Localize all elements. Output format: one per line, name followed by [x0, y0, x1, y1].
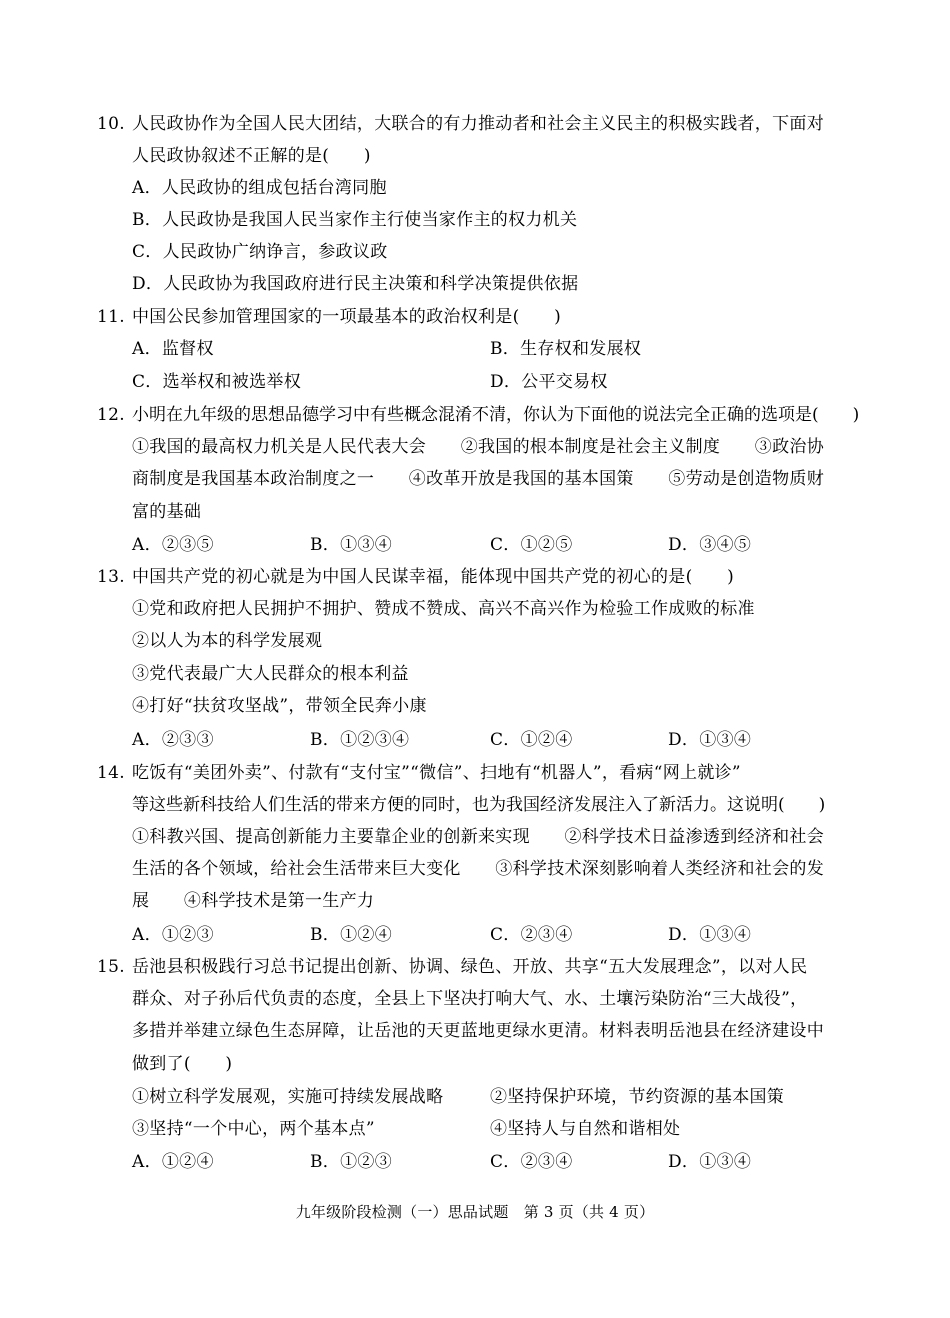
question-stem: 岳池县积极践行习总书记提出创新、协调、绿色、开放、共享“五大发展理念”，以对人民	[132, 957, 808, 977]
option-b: B．①②③④	[310, 730, 410, 750]
option-a: A．人民政协的组成包括台湾同胞	[132, 178, 387, 198]
option-b: B．人民政协是我国人民当家作主行使当家作主的权力机关	[132, 210, 578, 230]
statement-2: ②以人为本的科学发展观	[132, 631, 323, 651]
statement-4: ④坚持人与自然和谐相处	[490, 1119, 681, 1139]
option-d: D．公平交易权	[490, 372, 608, 392]
question-stem: 人民政协作为全国人民大团结，大联合的有力推动者和社会主义民主的积极实践者，下面对	[132, 114, 824, 134]
question-body: 富的基础	[132, 502, 202, 522]
question-body: ①我国的最高权力机关是人民代表大会 ②我国的根本制度是社会主义制度 ③政治协	[132, 437, 824, 457]
question-stem: 中国公民参加管理国家的一项最基本的政治权利是( )	[132, 307, 562, 327]
option-b: B．①③④	[310, 535, 392, 555]
option-d: D．①③④	[668, 730, 752, 750]
question-number: 14.	[97, 763, 125, 783]
option-a: A．②③⑤	[132, 535, 214, 555]
question-stem: 群众、对子孙后代负责的态度，全县上下坚决打响大气、水、土壤污染防治“三大战役”，	[132, 989, 808, 1009]
statement-3: ③坚持“一个中心，两个基本点”	[132, 1119, 375, 1139]
option-a: A．①②④	[132, 1152, 214, 1172]
question-stem: 人民政协叙述不正解的是( )	[132, 146, 371, 166]
question-body: ①科教兴国、提高创新能力主要靠企业的创新来实现 ②科学技术日益渗透到经济和社会	[132, 827, 824, 847]
option-b: B．生存权和发展权	[490, 339, 642, 359]
question-stem: 小明在九年级的思想品德学习中有些概念混淆不清，你认为下面他的说法完全正确的选项是( )	[132, 405, 860, 425]
option-c: C．②③④	[490, 1152, 573, 1172]
question-body: 展 ④科学技术是第一生产力	[132, 891, 375, 911]
question-stem: 吃饭有“美团外卖”、付款有“支付宝”“微信”、扫地有“机器人”，看病“网上就诊”	[132, 763, 741, 783]
question-stem: 等这些新科技给人们生活的带来方便的同时，也为我国经济发展注入了新活力。这说明( )	[132, 795, 826, 815]
option-c: C．选举权和被选举权	[132, 372, 302, 392]
option-d: D．③④⑤	[668, 535, 752, 555]
option-a: A．①②③	[132, 925, 214, 945]
question-stem: 多措并举建立绿色生态屏障，让岳池的天更蓝地更绿水更清。材料表明岳池县在经济建设中	[132, 1021, 824, 1041]
question-number: 12.	[97, 405, 125, 425]
option-d: D．①③④	[668, 925, 752, 945]
statement-2: ②坚持保护环境，节约资源的基本国策	[490, 1087, 785, 1107]
option-a: A．监督权	[132, 339, 214, 359]
statement-1: ①党和政府把人民拥护不拥护、赞成不赞成、高兴不高兴作为检验工作成败的标准	[132, 599, 755, 619]
option-c: C．①②④	[490, 730, 573, 750]
option-c: C．②③④	[490, 925, 573, 945]
question-number: 10.	[97, 114, 125, 134]
question-number: 11.	[97, 307, 125, 327]
question-body: 生活的各个领域，给社会生活带来巨大变化 ③科学技术深刻影响着人类经济和社会的发	[132, 859, 824, 879]
page-footer: 九年级阶段检测（一）思品试题 第 3 页（共 4 页）	[295, 1203, 655, 1221]
statement-4: ④打好“扶贫攻坚战”，带领全民奔小康	[132, 696, 427, 716]
option-d: D．①③④	[668, 1152, 752, 1172]
question-body: 商制度是我国基本政治制度之一 ④改革开放是我国的基本国策 ⑤劳动是创造物质财	[132, 469, 824, 489]
question-stem: 做到了( )	[132, 1054, 233, 1074]
question-number: 15.	[97, 957, 125, 977]
option-c: C．①②⑤	[490, 535, 573, 555]
option-d: D．人民政协为我国政府进行民主决策和科学决策提供依据	[132, 274, 579, 294]
option-b: B．①②④	[310, 925, 392, 945]
option-b: B．①②③	[310, 1152, 392, 1172]
statement-3: ③党代表最广大人民群众的根本利益	[132, 664, 409, 684]
statement-1: ①树立科学发展观，实施可持续发展战略	[132, 1087, 444, 1107]
option-c: C．人民政协广纳诤言，参政议政	[132, 242, 388, 262]
question-stem: 中国共产党的初心就是为中国人民谋幸福，能体现中国共产党的初心的是( )	[132, 567, 735, 587]
option-a: A．②③③	[132, 730, 214, 750]
question-number: 13.	[97, 567, 125, 587]
